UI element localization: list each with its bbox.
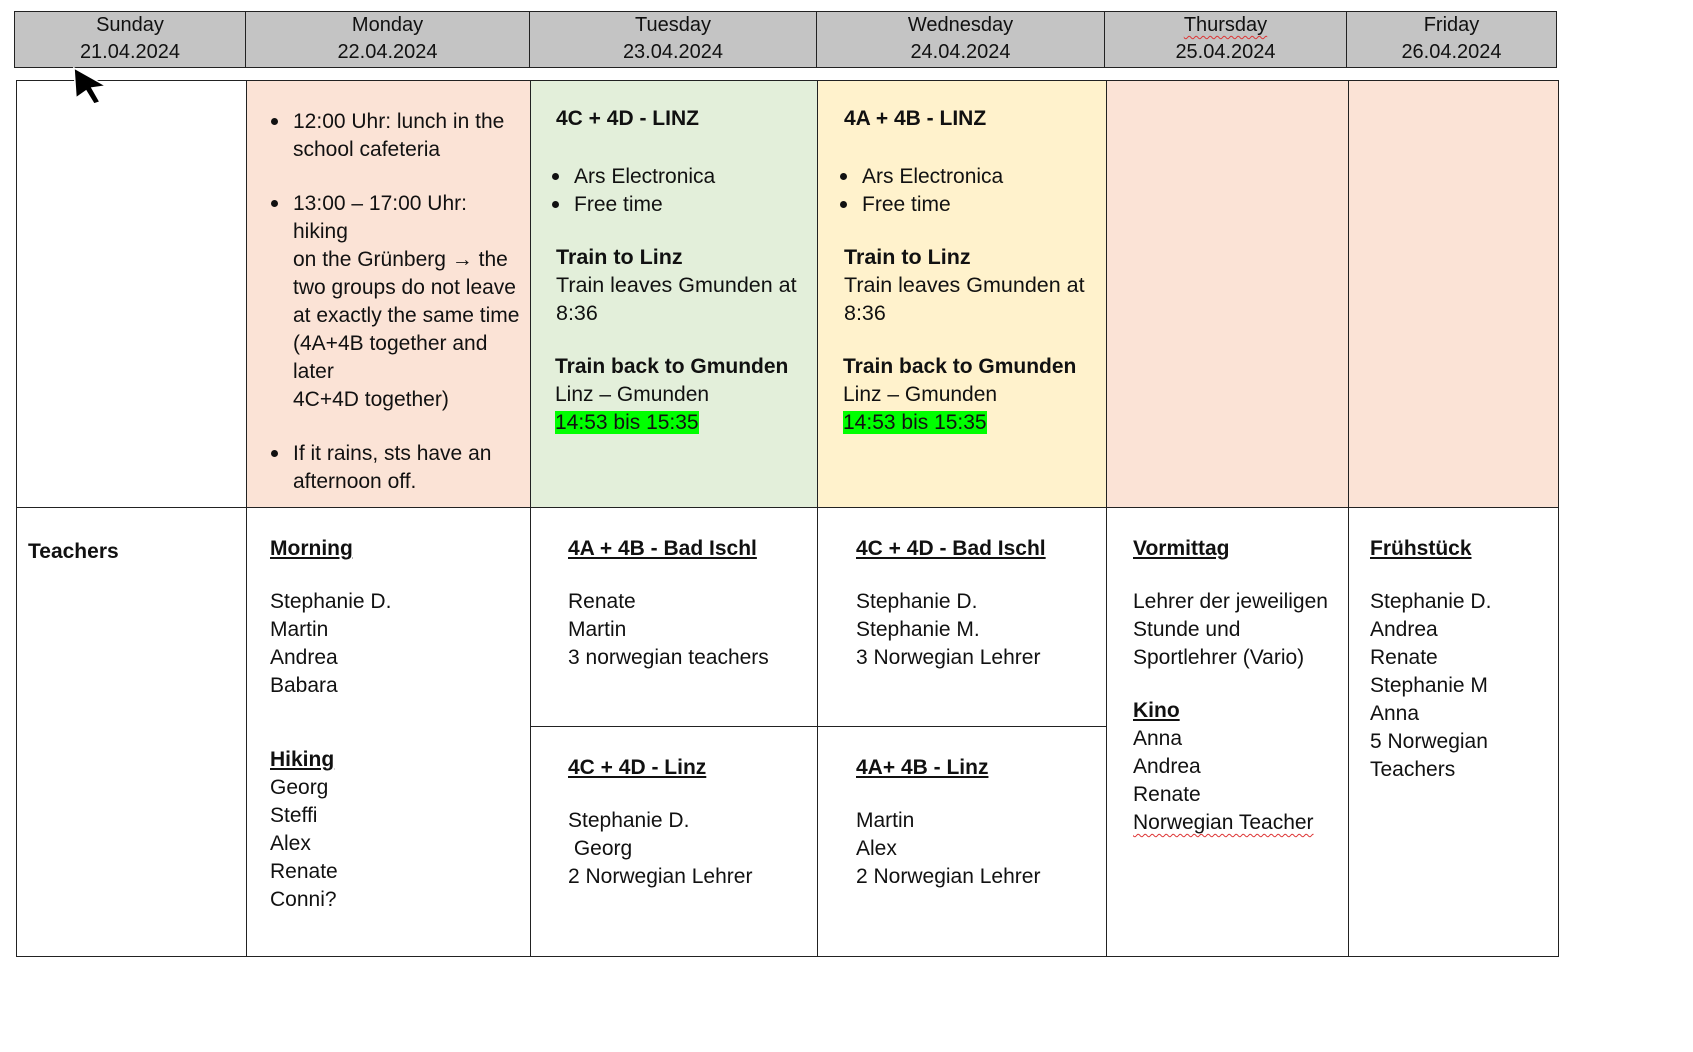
day-name: Sunday xyxy=(96,14,164,36)
teacher-name: Anna xyxy=(1133,727,1183,750)
text-line: Lehrer der jeweiligen xyxy=(1133,590,1328,613)
group-block xyxy=(568,754,752,891)
list-item: Free time xyxy=(549,191,715,219)
train-back-block xyxy=(843,353,1098,437)
teacher-name: 2 Norwegian Lehrer xyxy=(856,865,1041,888)
teacher-name: Steffi xyxy=(270,804,318,827)
day-date: 24.04.2024 xyxy=(910,41,1011,63)
train-back-heading: Train back to Gmunden xyxy=(555,355,789,378)
day-name: Wednesday xyxy=(907,14,1014,36)
teacher-name: Martin xyxy=(568,618,627,641)
group-block xyxy=(856,535,1046,672)
teacher-name: Andrea xyxy=(270,646,338,669)
train-back-time: 14:53 bis 15:35 xyxy=(555,411,699,434)
teacher-name: Anna xyxy=(1370,702,1420,725)
teacher-name: Conni? xyxy=(270,888,337,911)
friday-teachers-cell[interactable] xyxy=(1348,507,1559,957)
monday-teachers-cell[interactable] xyxy=(246,507,531,957)
day-date: 21.04.2024 xyxy=(79,41,181,63)
day-date: 26.04.2024 xyxy=(1401,41,1502,63)
teacher-name: Alex xyxy=(270,832,311,855)
kino-heading: Kino xyxy=(1133,699,1180,722)
day-name: Friday xyxy=(1423,14,1480,36)
text-line: If it rains, sts have an xyxy=(293,442,492,465)
train-text: 8:36 xyxy=(556,301,598,325)
teacher-name: Alex xyxy=(856,837,897,860)
trip-list xyxy=(837,163,1003,219)
text-line: school cafeteria xyxy=(293,138,441,161)
trip-title: 4C + 4D - LINZ xyxy=(556,107,699,130)
text-line: two groups do not leave xyxy=(293,276,516,299)
teacher-name: 5 Norwegian xyxy=(1370,730,1488,753)
group-heading: 4C + 4D - Linz xyxy=(568,756,707,779)
list-item: Ars Electronica xyxy=(837,163,1003,191)
list-item xyxy=(268,190,523,414)
day-date: 22.04.2024 xyxy=(337,41,438,63)
hiking-heading: Hiking xyxy=(270,748,335,771)
trip-list xyxy=(549,163,715,219)
day-date: 25.04.2024 xyxy=(1175,41,1276,63)
tuesday-program-cell[interactable] xyxy=(530,80,818,508)
group-heading: 4C + 4D - Bad Ischl xyxy=(856,537,1046,560)
text-line: 4C+4D together) xyxy=(293,388,449,411)
teacher-name: Renate xyxy=(1133,783,1201,806)
wednesday-teachers-bottom-cell[interactable] xyxy=(817,726,1107,957)
text-line: on the Grünberg → the xyxy=(293,248,508,271)
teachers-label-cell xyxy=(16,507,247,957)
header-sunday xyxy=(14,11,246,68)
monday-program-cell[interactable] xyxy=(246,80,531,508)
train-back-block xyxy=(555,353,810,437)
teacher-name: Renate xyxy=(1370,646,1438,669)
day-name: Monday xyxy=(351,14,424,36)
vormittag-heading: Vormittag xyxy=(1133,537,1230,560)
group-heading: 4A + 4B - Bad Ischl xyxy=(568,537,757,560)
day-date: 23.04.2024 xyxy=(622,41,724,63)
header-wednesday xyxy=(816,11,1105,68)
train-text: Train leaves Gmunden at xyxy=(844,273,1085,297)
group-heading: 4A+ 4B - Linz xyxy=(856,756,989,779)
train-heading: Train to Linz xyxy=(844,245,971,269)
teacher-name: Renate xyxy=(568,590,636,613)
monday-program-list xyxy=(268,108,523,496)
train-text: Train leaves Gmunden at xyxy=(556,273,797,297)
train-back-time: 14:53 bis 15:35 xyxy=(843,411,987,434)
thursday-teachers-cell[interactable] xyxy=(1106,507,1349,957)
text-line: 12:00 Uhr: lunch in the xyxy=(293,110,505,133)
text-line: Sportlehrer (Vario) xyxy=(1133,646,1305,669)
train-back-heading: Train back to Gmunden xyxy=(843,355,1077,378)
morning-heading: Morning xyxy=(270,537,353,560)
teacher-name: Teachers xyxy=(1370,758,1456,781)
friday-block xyxy=(1370,535,1491,784)
thursday-program-cell[interactable] xyxy=(1106,80,1349,508)
teacher-name: Andrea xyxy=(1370,618,1438,641)
teacher-name: Stephanie D. xyxy=(270,590,392,613)
text-line: afternoon off. xyxy=(293,470,417,493)
teacher-name: Martin xyxy=(270,618,329,641)
text-line: 13:00 – 17:00 Uhr: hiking xyxy=(293,192,467,243)
list-item xyxy=(268,440,523,496)
fruehstueck-heading: Frühstück xyxy=(1370,537,1472,560)
list-item: Ars Electronica xyxy=(549,163,715,191)
list-item xyxy=(268,108,523,164)
header-thursday xyxy=(1104,11,1347,68)
sunday-program-cell[interactable] xyxy=(16,80,247,508)
morning-block xyxy=(270,535,391,700)
teacher-name: Norwegian Teacher xyxy=(1133,811,1314,834)
wednesday-program-cell[interactable] xyxy=(817,80,1107,508)
header-tuesday xyxy=(529,11,817,68)
train-to-block xyxy=(844,243,1099,327)
tuesday-teachers-top-cell[interactable] xyxy=(530,507,818,727)
teacher-name: 3 norwegian teachers xyxy=(568,646,769,669)
teacher-name: 3 Norwegian Lehrer xyxy=(856,646,1041,669)
header-friday xyxy=(1346,11,1557,68)
wednesday-teachers-top-cell[interactable] xyxy=(817,507,1107,727)
teacher-name: Stephanie D. xyxy=(856,590,978,613)
teacher-name: Stephanie D. xyxy=(1370,590,1492,613)
teachers-label: Teachers xyxy=(28,540,119,563)
teacher-name: Georg xyxy=(568,837,633,860)
teacher-name: Babara xyxy=(270,674,338,697)
train-to-block xyxy=(556,243,811,327)
teacher-name: Stephanie M xyxy=(1370,674,1488,697)
list-item: Free time xyxy=(837,191,1003,219)
tuesday-teachers-bottom-cell[interactable] xyxy=(530,726,818,957)
trip-title: 4A + 4B - LINZ xyxy=(844,107,987,130)
text-line: (4A+4B together and later xyxy=(293,332,488,383)
thursday-block xyxy=(1133,535,1328,837)
train-back-route: Linz – Gmunden xyxy=(843,383,998,406)
train-heading: Train to Linz xyxy=(556,245,683,269)
mouse-cursor-icon xyxy=(72,66,112,106)
teacher-name: 2 Norwegian Lehrer xyxy=(568,865,753,888)
hiking-block xyxy=(270,746,338,914)
day-name: Thursday xyxy=(1183,14,1268,36)
train-text: 8:36 xyxy=(844,301,886,325)
teacher-name: Andrea xyxy=(1133,755,1201,778)
header-monday xyxy=(245,11,530,68)
teacher-name: Renate xyxy=(270,860,338,883)
text-line: Stunde und xyxy=(1133,618,1241,641)
teacher-name: Martin xyxy=(856,809,915,832)
friday-program-cell[interactable] xyxy=(1348,80,1559,508)
text-line: at exactly the same time xyxy=(293,304,520,327)
train-back-route: Linz – Gmunden xyxy=(555,383,710,406)
group-block xyxy=(568,535,769,672)
teacher-name: Stephanie D. xyxy=(568,809,690,832)
group-block xyxy=(856,754,1040,891)
teacher-name: Georg xyxy=(270,776,329,799)
day-name: Tuesday xyxy=(635,14,711,36)
teacher-name: Stephanie M. xyxy=(856,618,980,641)
